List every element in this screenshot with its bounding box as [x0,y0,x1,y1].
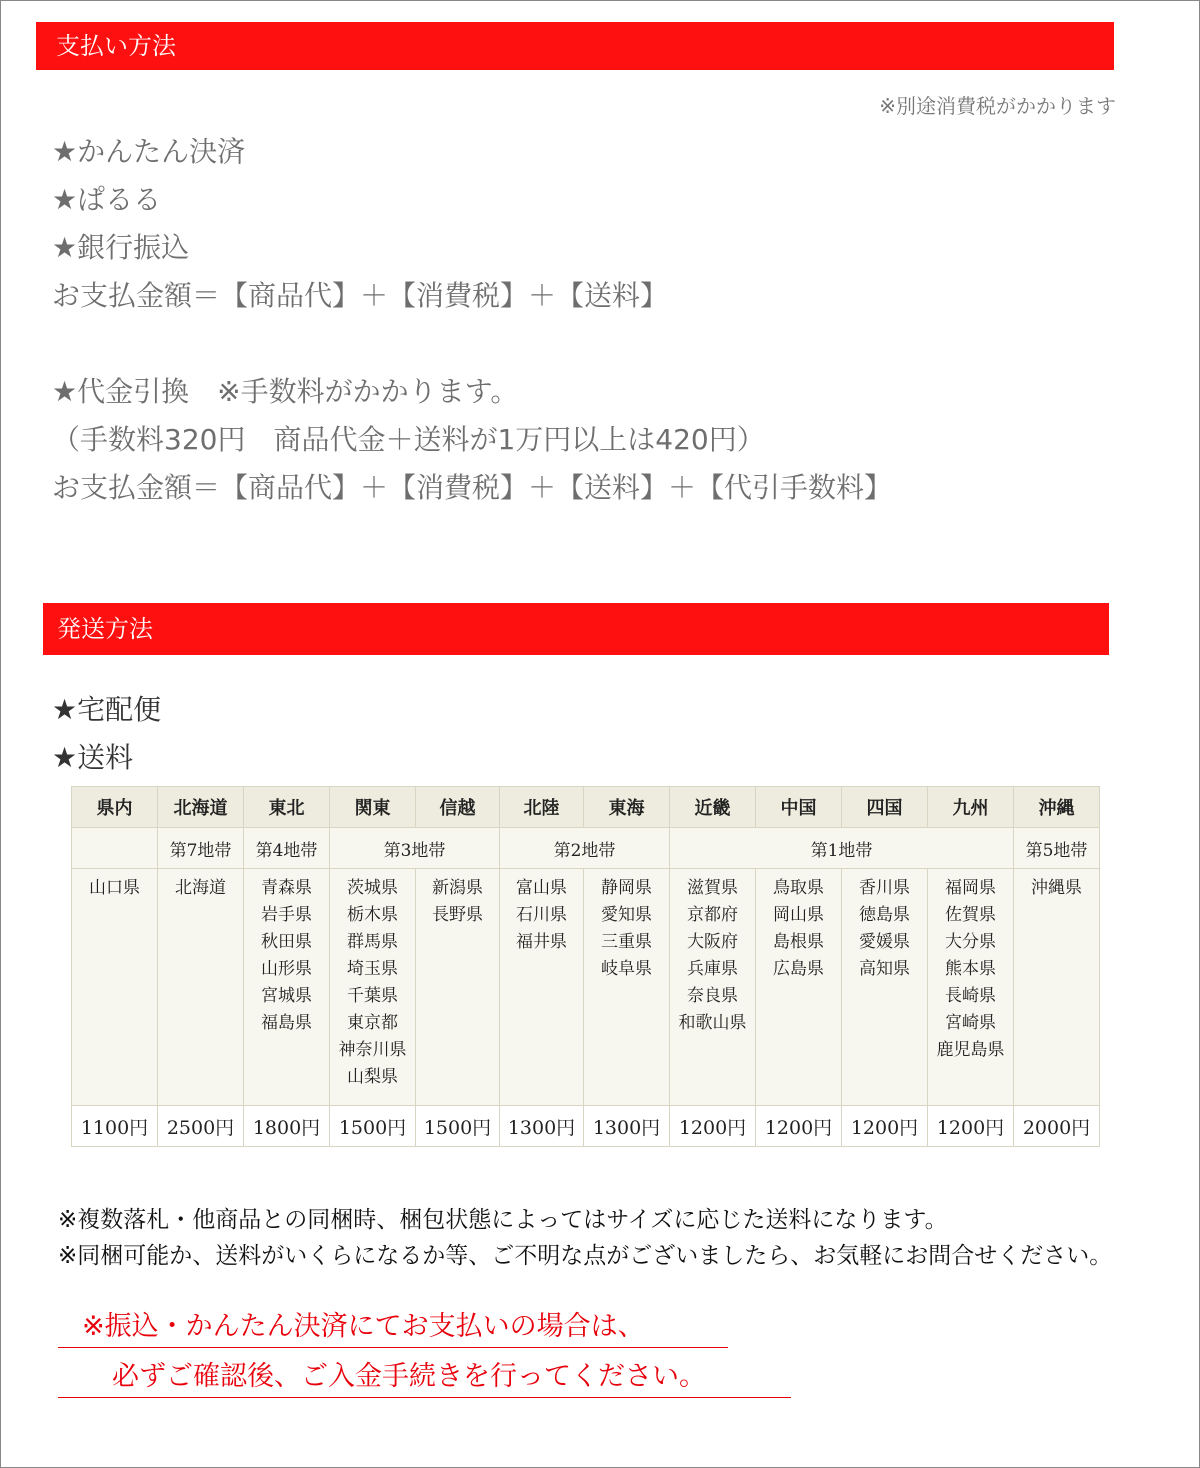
prefecture-name: 熊本県 [945,959,996,979]
prefecture-name: 新潟県 [432,878,483,898]
shipping-line: ★送料 [52,741,134,774]
region-header-cell: 沖縄 [1014,787,1100,828]
zone-cell: 第4地帯 [244,828,330,869]
prefecture-name: 東京都 [347,1013,398,1033]
payment-methods [52,128,892,512]
price-cell: 1200円 [670,1106,756,1147]
zone-row [72,828,1100,869]
zone-cell: 第3地帯 [330,828,500,869]
prefecture-name: 広島県 [773,959,824,979]
prefecture-cell [756,869,842,1106]
prefecture-name: 滋賀県 [687,878,738,898]
prefecture-name: 大分県 [945,932,996,952]
price-cell: 1200円 [842,1106,928,1147]
shipping-notes [58,1202,1112,1274]
region-header-cell: 北陸 [500,787,584,828]
prefecture-cell [842,869,928,1106]
warning-line: 必ずご確認後、ご入金手続きを行ってください。 [58,1356,791,1398]
prefecture-cell [158,869,244,1106]
note-line: ※同梱可能か、送料がいくらになるか等、ご不明な点がございましたら、お気軽にお問合せください。 [58,1243,1113,1269]
zone-cell: 第5地帯 [1014,828,1100,869]
prefecture-cell [416,869,500,1106]
price-cell: 2500円 [158,1106,244,1147]
payment-line: お支払金額＝【商品代】＋【消費税】＋【送料】 [52,279,669,312]
zone-cell: 第1地帯 [670,828,1014,869]
prefecture-name: 山梨県 [347,1067,398,1087]
prefecture-cell [500,869,584,1106]
payment-warning [58,1306,791,1398]
prefecture-name: 福井県 [516,932,567,952]
prefecture-name: 富山県 [516,878,567,898]
region-header-cell: 東海 [584,787,670,828]
tax-note: ※別途消費税がかかります [879,94,1116,118]
prefecture-cell [244,869,330,1106]
price-cell: 1100円 [72,1106,158,1147]
payment-line: お支払金額＝【商品代】＋【消費税】＋【送料】＋【代引手数料】 [52,471,893,504]
region-header-cell: 近畿 [670,787,756,828]
region-header-cell: 中国 [756,787,842,828]
prefecture-name: 長崎県 [945,986,996,1006]
prefecture-row [72,869,1100,1106]
prefecture-name: 石川県 [516,905,567,925]
prefecture-name: 福岡県 [945,878,996,898]
prefecture-name: 青森県 [261,878,312,898]
payment-line: （手数料320円 商品代金＋送料が1万円以上は420円） [52,423,765,456]
region-header-cell: 四国 [842,787,928,828]
prefecture-name: 大阪府 [687,932,738,952]
price-cell: 1500円 [330,1106,416,1147]
prefecture-name: 山形県 [261,959,312,979]
price-row [72,1106,1100,1147]
prefecture-cell [584,869,670,1106]
prefecture-name: 秋田県 [261,932,312,952]
payment-line-spacer [52,320,892,368]
prefecture-name: 宮崎県 [945,1013,996,1033]
shipping-section-title: 発送方法 [57,615,153,643]
prefecture-name: 神奈川県 [338,1040,407,1060]
prefecture-name: 島根県 [773,932,824,952]
prefecture-name: 鹿児島県 [936,1040,1005,1060]
payment-line: ★銀行振込 [52,231,190,264]
shipping-line: ★宅配便 [52,693,162,726]
price-cell: 1300円 [584,1106,670,1147]
shipping-rate-table [71,786,1100,1147]
price-cell: 1500円 [416,1106,500,1147]
prefecture-name: 兵庫県 [687,959,738,979]
prefecture-name: 佐賀県 [945,905,996,925]
warning-line: ※振込・かんたん決済にてお支払いの場合は、 [58,1306,728,1348]
region-header-cell: 九州 [928,787,1014,828]
prefecture-name: 群馬県 [347,932,398,952]
prefecture-cell [72,869,158,1106]
prefecture-name: 沖縄県 [1031,878,1082,898]
prefecture-cell [928,869,1014,1106]
region-header-cell: 県内 [72,787,158,828]
payment-section-title: 支払い方法 [56,32,176,60]
prefecture-name: 愛媛県 [859,932,910,952]
prefecture-cell [1014,869,1100,1106]
prefecture-name: 鳥取県 [773,878,824,898]
prefecture-cell [670,869,756,1106]
prefecture-name: 岡山県 [773,905,824,925]
payment-line: ★ぱるる [52,183,162,216]
payment-line: ★かんたん決済 [52,135,246,168]
shipping-section-header [43,603,1109,655]
prefecture-name: 茨城県 [347,878,398,898]
prefecture-name: 奈良県 [687,986,738,1006]
price-cell: 1300円 [500,1106,584,1147]
shipping-methods [52,686,161,782]
region-header-cell: 北海道 [158,787,244,828]
prefecture-name: 岐阜県 [601,959,652,979]
prefecture-name: 栃木県 [347,905,398,925]
region-header-cell: 信越 [416,787,500,828]
prefecture-name: 和歌山県 [678,1013,747,1033]
prefecture-name: 埼玉県 [347,959,398,979]
prefecture-name: 北海道 [175,878,226,898]
prefecture-cell [330,869,416,1106]
region-header-cell: 関東 [330,787,416,828]
region-header-cell: 東北 [244,787,330,828]
price-cell: 1200円 [756,1106,842,1147]
price-cell: 2000円 [1014,1106,1100,1147]
price-cell: 1200円 [928,1106,1014,1147]
prefecture-name: 愛知県 [601,905,652,925]
zone-cell: 第2地帯 [500,828,670,869]
prefecture-name: 三重県 [601,932,652,952]
prefecture-name: 徳島県 [859,905,910,925]
region-header-row [72,787,1100,828]
prefecture-name: 高知県 [859,959,910,979]
payment-section-header [36,22,1114,70]
prefecture-name: 福島県 [261,1013,312,1033]
price-cell: 1800円 [244,1106,330,1147]
note-line: ※複数落札・他商品との同梱時、梱包状態によってはサイズに応じた送料になります。 [58,1207,948,1233]
prefecture-name: 宮城県 [261,986,312,1006]
prefecture-name: 岩手県 [261,905,312,925]
prefecture-name: 香川県 [859,878,910,898]
prefecture-name: 千葉県 [347,986,398,1006]
prefecture-name: 京都府 [687,905,738,925]
zone-cell: 第7地帯 [158,828,244,869]
prefecture-name: 山口県 [89,878,140,898]
zone-cell [72,828,158,869]
prefecture-name: 静岡県 [601,878,652,898]
payment-line: ★代金引換 ※手数料がかかります。 [52,375,519,408]
prefecture-name: 長野県 [432,905,483,925]
